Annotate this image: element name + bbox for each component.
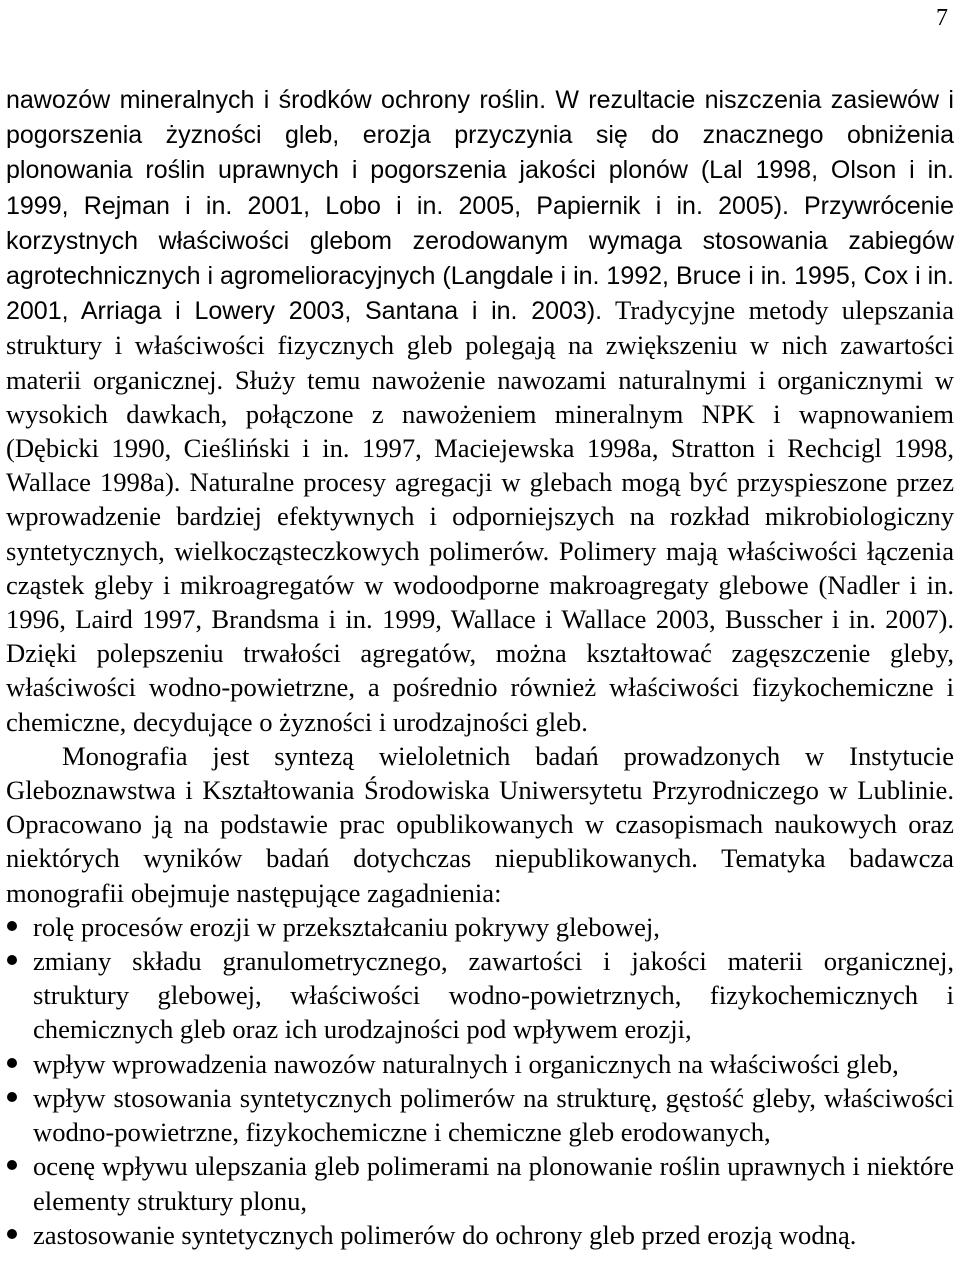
list-item: ocenę wpływu ulepszania gleb polimerami na plonowanie roślin uprawnych i niektóre elementy struktury plonu, — [6, 1149, 954, 1217]
list-item: wpływ stosowania syntetycznych polimerów na strukturę, gęstość gleby, właściwości wodno-powietrzne, fizykochemiczne i chemiczne gleb erodowanych, — [6, 1081, 954, 1149]
page-number: 7 — [936, 5, 948, 31]
body-text — [6, 82, 954, 1252]
paragraph-erosion-effects-part1: nawozów mineralnych i środków ochrony roślin. W rezultacie niszczenia zasiewów i pogorszenia żyzności gleb, erozja przyczynia się do znacznego obniżenia plonowania roślin uprawnych i pogorszenia jakości plonów (Lal 1998, Olson i in. 1999, Rejman i in. 2001, Lobo i in. 2005, Papiernik i in. 2005). — [6, 86, 954, 220]
list-item: zmiany składu granulometrycznego, zawartości i jakości materii organicznej, struktury glebowej, właściwości wodno-powietrznych, fizykochemicznych i chemicznych gleb oraz ich urodzajności pod wpływem erozji, — [6, 944, 954, 1047]
paragraph-monograph-scope: Monografia jest syntezą wieloletnich badań prowadzonych w Instytucie Gleboznawstwa i Kształtowania Środowiska Uniwersytetu Przyrodniczego w Lublinie. Opracowano ją na podstawie prac opublikowanych w czasopismach naukowych oraz niektórych wyników badań dotychczas niepublikowanych. Tematyka badawcza monografii obejmuje następujące zagadnienia: — [6, 740, 954, 908]
list-item: rolę procesów erozji w przekształcaniu pokrywy glebowej, — [6, 910, 954, 944]
list-item: wpływ wprowadzenia nawozów naturalnych i organicznych na właściwości gleb, — [6, 1047, 954, 1081]
paragraph-erosion-effects — [6, 82, 954, 739]
paragraph-erosion-effects-part3: Tradycyjne metody ulepszania struktury i właściwości fizycznych gleb polegają na zwiększeniu w nich zawartości materii organicznej. Służy temu nawożenie nawozami naturalnymi i organicznymi w wysokich dawkach, połączone z nawożeniem mineralnym NPK i wapnowaniem (Dębicki 1990, Cieśliński i in. 1997, Maciejewska 1998a, Stratton i Rechcigl 1998, Wallace 1998a). Naturalne procesy agregacji w glebach mogą być przyspieszone przez wprowadzenie bardziej efektywnych i odporniejszych na rozkład mikrobiologiczny syntetycznych, wielkocząsteczkowych polimerów. Polimery mają właściwości łączenia cząstek gleby i mikroagregatów w wodoodporne makroagregaty glebowe (Nadler i in. 1996, Laird 1997, Brandsma i in. 1999, Wallace i Wallace 2003, Busscher i in. 2007). Dzięki polepszeniu trwałości agregatów, można kształtować zagęszczenie gleby, właściwości wodno-powietrzne, a pośrednio również właściwości fizykochemiczne i chemiczne, decydujące o żyzności i urodzajności gleb. — [6, 295, 955, 737]
list-item: zastosowanie syntetycznych polimerów do ochrony gleb przed erozją wodną. — [6, 1218, 954, 1252]
topics-list — [6, 910, 954, 1252]
paragraph-erosion-effects-part2: Przywrócenie korzystnych właściwości glebom zerodowanym wymaga stosowania zabiegów agrotechnicznych i agromelioracyjnych (Langdale i in. 1992, Bruce i in. 1995, Cox i in. 2001, Arriaga i Lowery 2003, Santana i in. 2003). — [6, 191, 954, 326]
